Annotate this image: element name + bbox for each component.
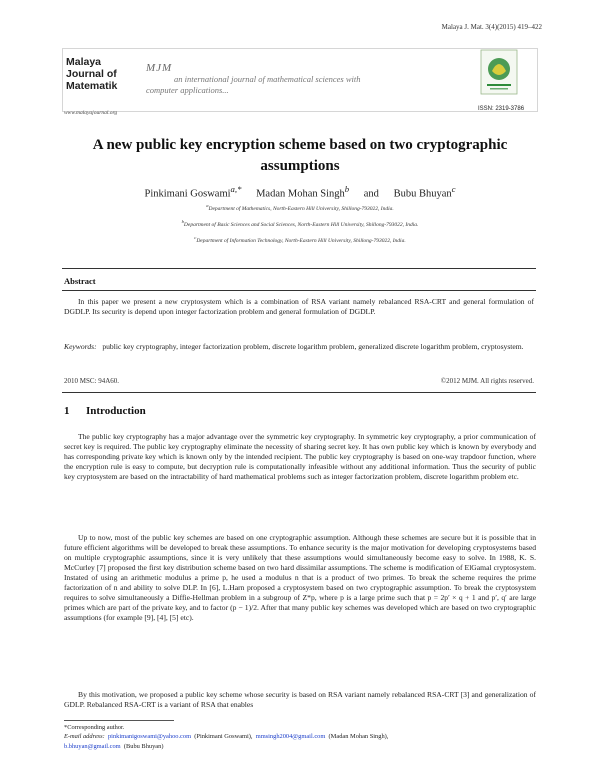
journal-abbrev: MJM: [146, 62, 173, 74]
intro-paragraph-2: Up to now, most of the public key schemes are based on one cryptographic assumption. Although these schemes are secure but it is possible that in future efficient algorithms will be developed to break these assumptions. To enhance security is the major motivation for developing cryptosystems based on multiple cryptographic assumptions, since it is very unlikely that these assumptions would simultaneously become easy to solve. In 1988, K. S. McCurley [7] proposed the first key distribution scheme based on two hard dissimilar assumptions. The scheme is modification of ElGamal cryptosystem. Instated of using an arithmetic modulus a prime p, he used a modulus n that is a product of two primes. To break the scheme requires the prime factorization of n and ability to solve DLP. In [6], L.Harn proposed a cryptosystem based on two cryptographic assumption. To break the cryptosystem requires to solve simultaneously a Diffie-Hellman problem in a subgroup of Z*p, where p is a large prime such that p = 2p′ × q + 1 and p′, q′ are large primes which are part of the private key, and to factor (p − 1)/2. After that many public key schemes was developed which are based on two cryptographic assumptions (for example [9], [4], [5] etc).: [64, 533, 536, 622]
logo-line-3: Matematik: [66, 80, 118, 92]
journal-issn: ISSN: 2319-3786: [478, 106, 525, 112]
footnote-rule: [64, 720, 174, 721]
msc-classification: 2010 MSC: 94A60.: [64, 377, 120, 385]
tagline-line-1: an international journal of mathematical sciences with: [174, 74, 361, 84]
affiliation: $^b$Department of Basic Sciences and Social Sciences, North-Eastern Hill University, Shillong-793022, India.: [181, 219, 419, 228]
title-line-1: A new public key encryption scheme based on two cryptographic: [92, 137, 508, 153]
logo-line-2: Journal of: [66, 68, 117, 80]
affiliation: $^c$Department of Information Technology, North-Eastern Hill University, Shillong-793022, India.: [194, 235, 406, 244]
journal-tagline: [146, 74, 476, 96]
email-footnote-cont: b.bhuyan@gmail.com (Bubu Bhuyan): [64, 743, 164, 750]
email-link-3[interactable]: b.bhuyan@gmail.com: [64, 743, 121, 750]
corresponding-author-note: *Corresponding author.: [64, 724, 125, 731]
section-number: 1: [64, 405, 70, 417]
keywords-label: Keywords:: [64, 342, 97, 351]
author-name: Pinkimani Goswami: [144, 188, 231, 200]
abstract-text: In this paper we present a new cryptosystem which is a combination of RSA variant namely rebalanced RSA-CRT and general formulation of DGDLP. Its security is depend upon integer factorization problem and general formulation of DGDLP.: [64, 297, 534, 316]
journal-emblem-icon: [480, 49, 518, 95]
section-heading: [64, 405, 146, 417]
keywords-block: [64, 342, 534, 352]
section-title: Introduction: [86, 405, 146, 417]
abstract-top-rule: [62, 268, 536, 269]
author-list: [60, 184, 540, 200]
author-name: Madan Mohan Singh: [256, 188, 345, 200]
affiliation: $^a$Department of Mathematics, North-Eastern Hill University, Shillong-793022, India.: [206, 203, 394, 212]
author-superscript: c: [451, 184, 456, 194]
email-footnote: E-mail address: pinkimanigoswami@yahoo.com (Pinkimani Goswami), mmsingh2004@gmail.com (Madan Mohan Singh),: [64, 733, 389, 740]
abstract-bottom-rule: [62, 392, 536, 393]
author-name: Bubu Bhuyan: [393, 188, 452, 200]
journal-logo-text: [66, 56, 117, 92]
abstract-heading: Abstract: [64, 276, 96, 286]
logo-line-1: Malaya: [66, 56, 102, 68]
abstract-heading-rule: [62, 290, 536, 291]
keywords-text: public key cryptography, integer factorization problem, discrete logarithm problem, generalized discrete logarithm problem, cryptosystem.: [102, 342, 524, 351]
author-superscript: a,*: [230, 184, 242, 194]
email-link-1[interactable]: pinkimanigoswami@yahoo.com: [107, 733, 192, 740]
tagline-line-2: computer applications...: [146, 85, 229, 95]
email-label: E-mail address:: [64, 733, 105, 740]
author-conjunction: and: [363, 188, 379, 200]
intro-paragraph-3: By this motivation, we proposed a public key scheme whose security is based on RSA variant namely rebalanced RSA-CRT [3] and generalization of GDLP. Rebalanced RSA-CRT is a variant of RSA that enables: [64, 690, 536, 709]
journal-citation: Malaya J. Mat. 3(4)(2015) 419–422: [441, 23, 542, 31]
author-superscript: b: [344, 184, 350, 194]
title-line-2: assumptions: [260, 158, 340, 174]
journal-url: www.malayajournal.org: [64, 110, 118, 116]
intro-paragraph-1: The public key cryptography has a major advantage over the symmetric key cryptography. In symmetric key cryptography, a prior communication of secret key is required. The public key cryptography eliminate the necessity of sharing secret key. It has own public key which is known by everybody and has corresponding private key which is known only by the intended recipient. The public key cryptography is based on one-way trapdoor function, where the encryption rule is easy to compute, but decryption rule is computationally infeasible without any additional information. Thus the security of public key cryptosystem are based on the intractability of hard mathematical problems such as integer factorization problem, discrete logarithm problem etc.: [64, 432, 536, 481]
copyright-notice: ©2012 MJM. All rights reserved.: [440, 377, 534, 385]
paper-title: [60, 135, 540, 177]
email-link-2[interactable]: mmsingh2004@gmail.com: [255, 733, 326, 740]
